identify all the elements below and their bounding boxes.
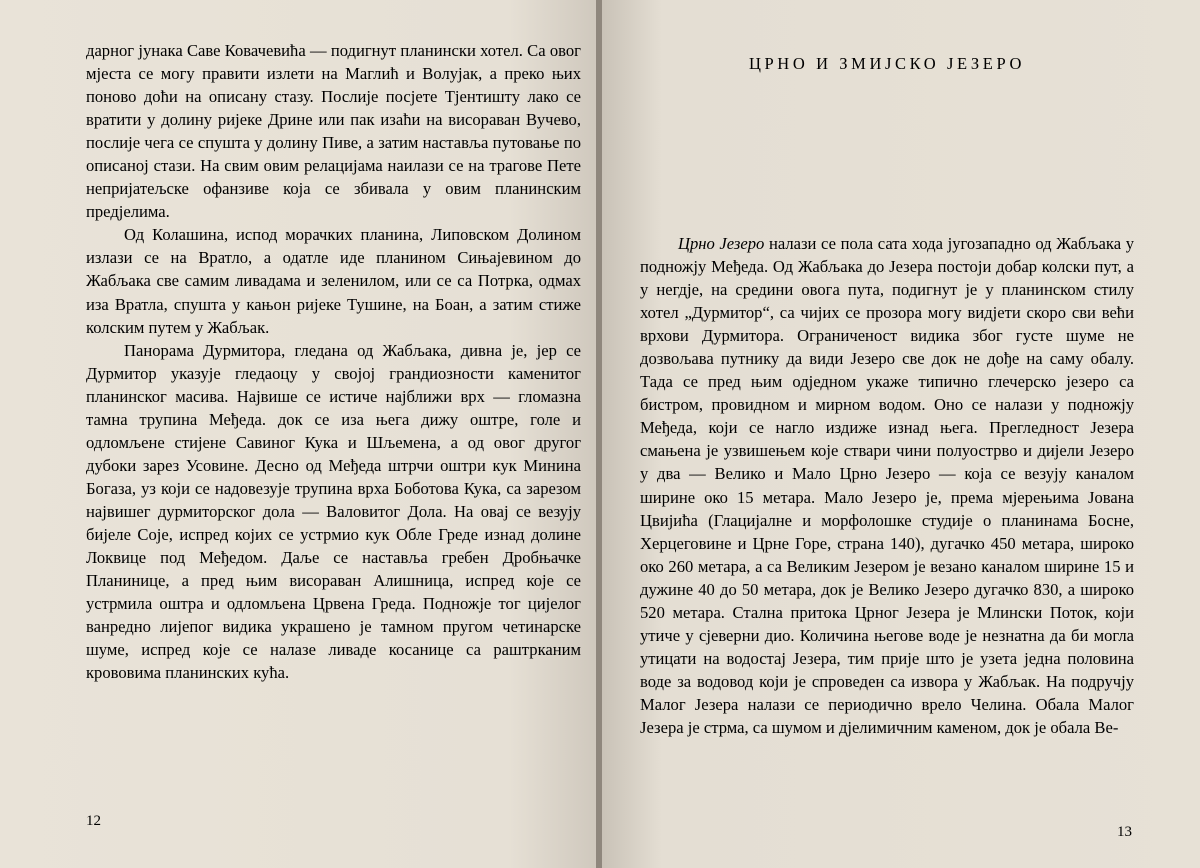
chapter-title: ЦРНО И ЗМИЈСКО ЈЕЗЕРО [749, 54, 1025, 73]
right-paragraph-1 [640, 232, 1134, 739]
right-page-body [640, 232, 1134, 739]
left-paragraph-3: Панорама Дурмитора, гледана од Жабљака, дивна је, јер се Дурмитор указује гледаоцу у својој грандиозности каменитог планинског масива. Највише се истиче најближи врх — гломазна тамна трупина Међеда. док се иза њега дижу оштре, голе и одломљене стијене Савиног Кука и Шљемена, а од овог другог дубоки зарез Усовине. Десно од Међеда штрчи оштри кук Минина Богаза, уз који се надовезује трупина врха Боботова Кука, са зарезом највишег дурмиторског дола — Валовитог Дола. На овај се везују бијеле Соје, испред којих се устрмио кук Обле Греде изнад долине Локвице под Међедом. Даље се наставља гребен Дробњачке Планинице, а пред њим висораван Алишница, испред које се устрмила оштра и одломљена Црвена Греда. Подножје тог цијелог ванредно лијепог видика украшено је тамном пругом четинарске шуме, испред које се налазе ливаде косанице са раштрканим крововима планинских кућа. [86, 340, 581, 683]
right-page-number: 13 [1117, 824, 1132, 840]
left-page-body [86, 39, 581, 684]
left-page-number: 12 [86, 813, 101, 829]
right-paragraph-text: налази се пола сата хода југозападно од Жабљака у подножју Међеда. Од Жабљака до Језера постоји добар колски пут, а у негдје, на средини овога пута, подигнут је у планинском стилу хотел „Дурмитор“, са чијих се прозора могу видјети скоро сви већи врхови Дурмитора. Ограниченост видика због густе шуме не дозвољава путнику да види Језеро све док не дође на саму обалу. Тада се пред њим одједном укаже типично глечерско језеро са бистром, провидном и мирном водом. Оно се налази у подножју Међеда, који се нагло издиже изнад њега. Прегледност Језера смањена је узвишењем које ствари чини полуострво и дијели Језеро у два — Велико и Мало Црно Језеро — која се везују каналом ширине око 15 метара. Мало Језеро је, према мјерењима Јована Цвијића (Глацијалне и морфолошке студије о планинама Босне, Херцеговине и Црне Горе, страна 140), дугачко 450 метара, широко око 260 метара, а са Великим Језером је везано каналом ширине 15 и дужине 40 до 50 метара, док је Велико Језеро дугачко 830, а широко 520 метара. Стална притока Црног Језера је Млински Поток, који утиче у сјеверни дио. Количина његове воде је незнатна да би могла утицати на водостај Језера, тим прије што је узета једна половина воде за водовод који је спроведен са извора у Жабљак. На подручју Малог Језера налази се периодично врело Челина. Обала Малог Језера је стрма, са шумом и дјелимичним каменом, док је обала Ве- [640, 234, 1134, 737]
lead-italic-term: Црно Језеро [678, 234, 765, 253]
left-paragraph-1: дарног јунака Саве Ковачевића — подигнут планински хотел. Са овог мјеста се могу правити излети на Маглић и Волујак, а преко њих поново доћи на описану стазу. Послије посјете Тјентишту лако се вратити у долину ријеке Дрине или пак изаћи на висораван Вучево, послије чега се спушта у долину Пиве, а затим наставља путовање по описаној стази. На свим овим релацијама наилази се на трагове Пете непријатељске офанзиве која се збивала у овим планинским предјелима. [86, 41, 581, 222]
left-paragraph-2: Од Колашина, испод морачких планина, Липовском Долином излази се на Вратло, а одатле иде планином Сињајевином до Жабљака све самим ливадама и зеленилом, или се са Потрка, одмах иза Вратла, спушта у кањон ријеке Тушине, на Боан, а затим стиже колским путем у Жабљак. [86, 225, 581, 337]
